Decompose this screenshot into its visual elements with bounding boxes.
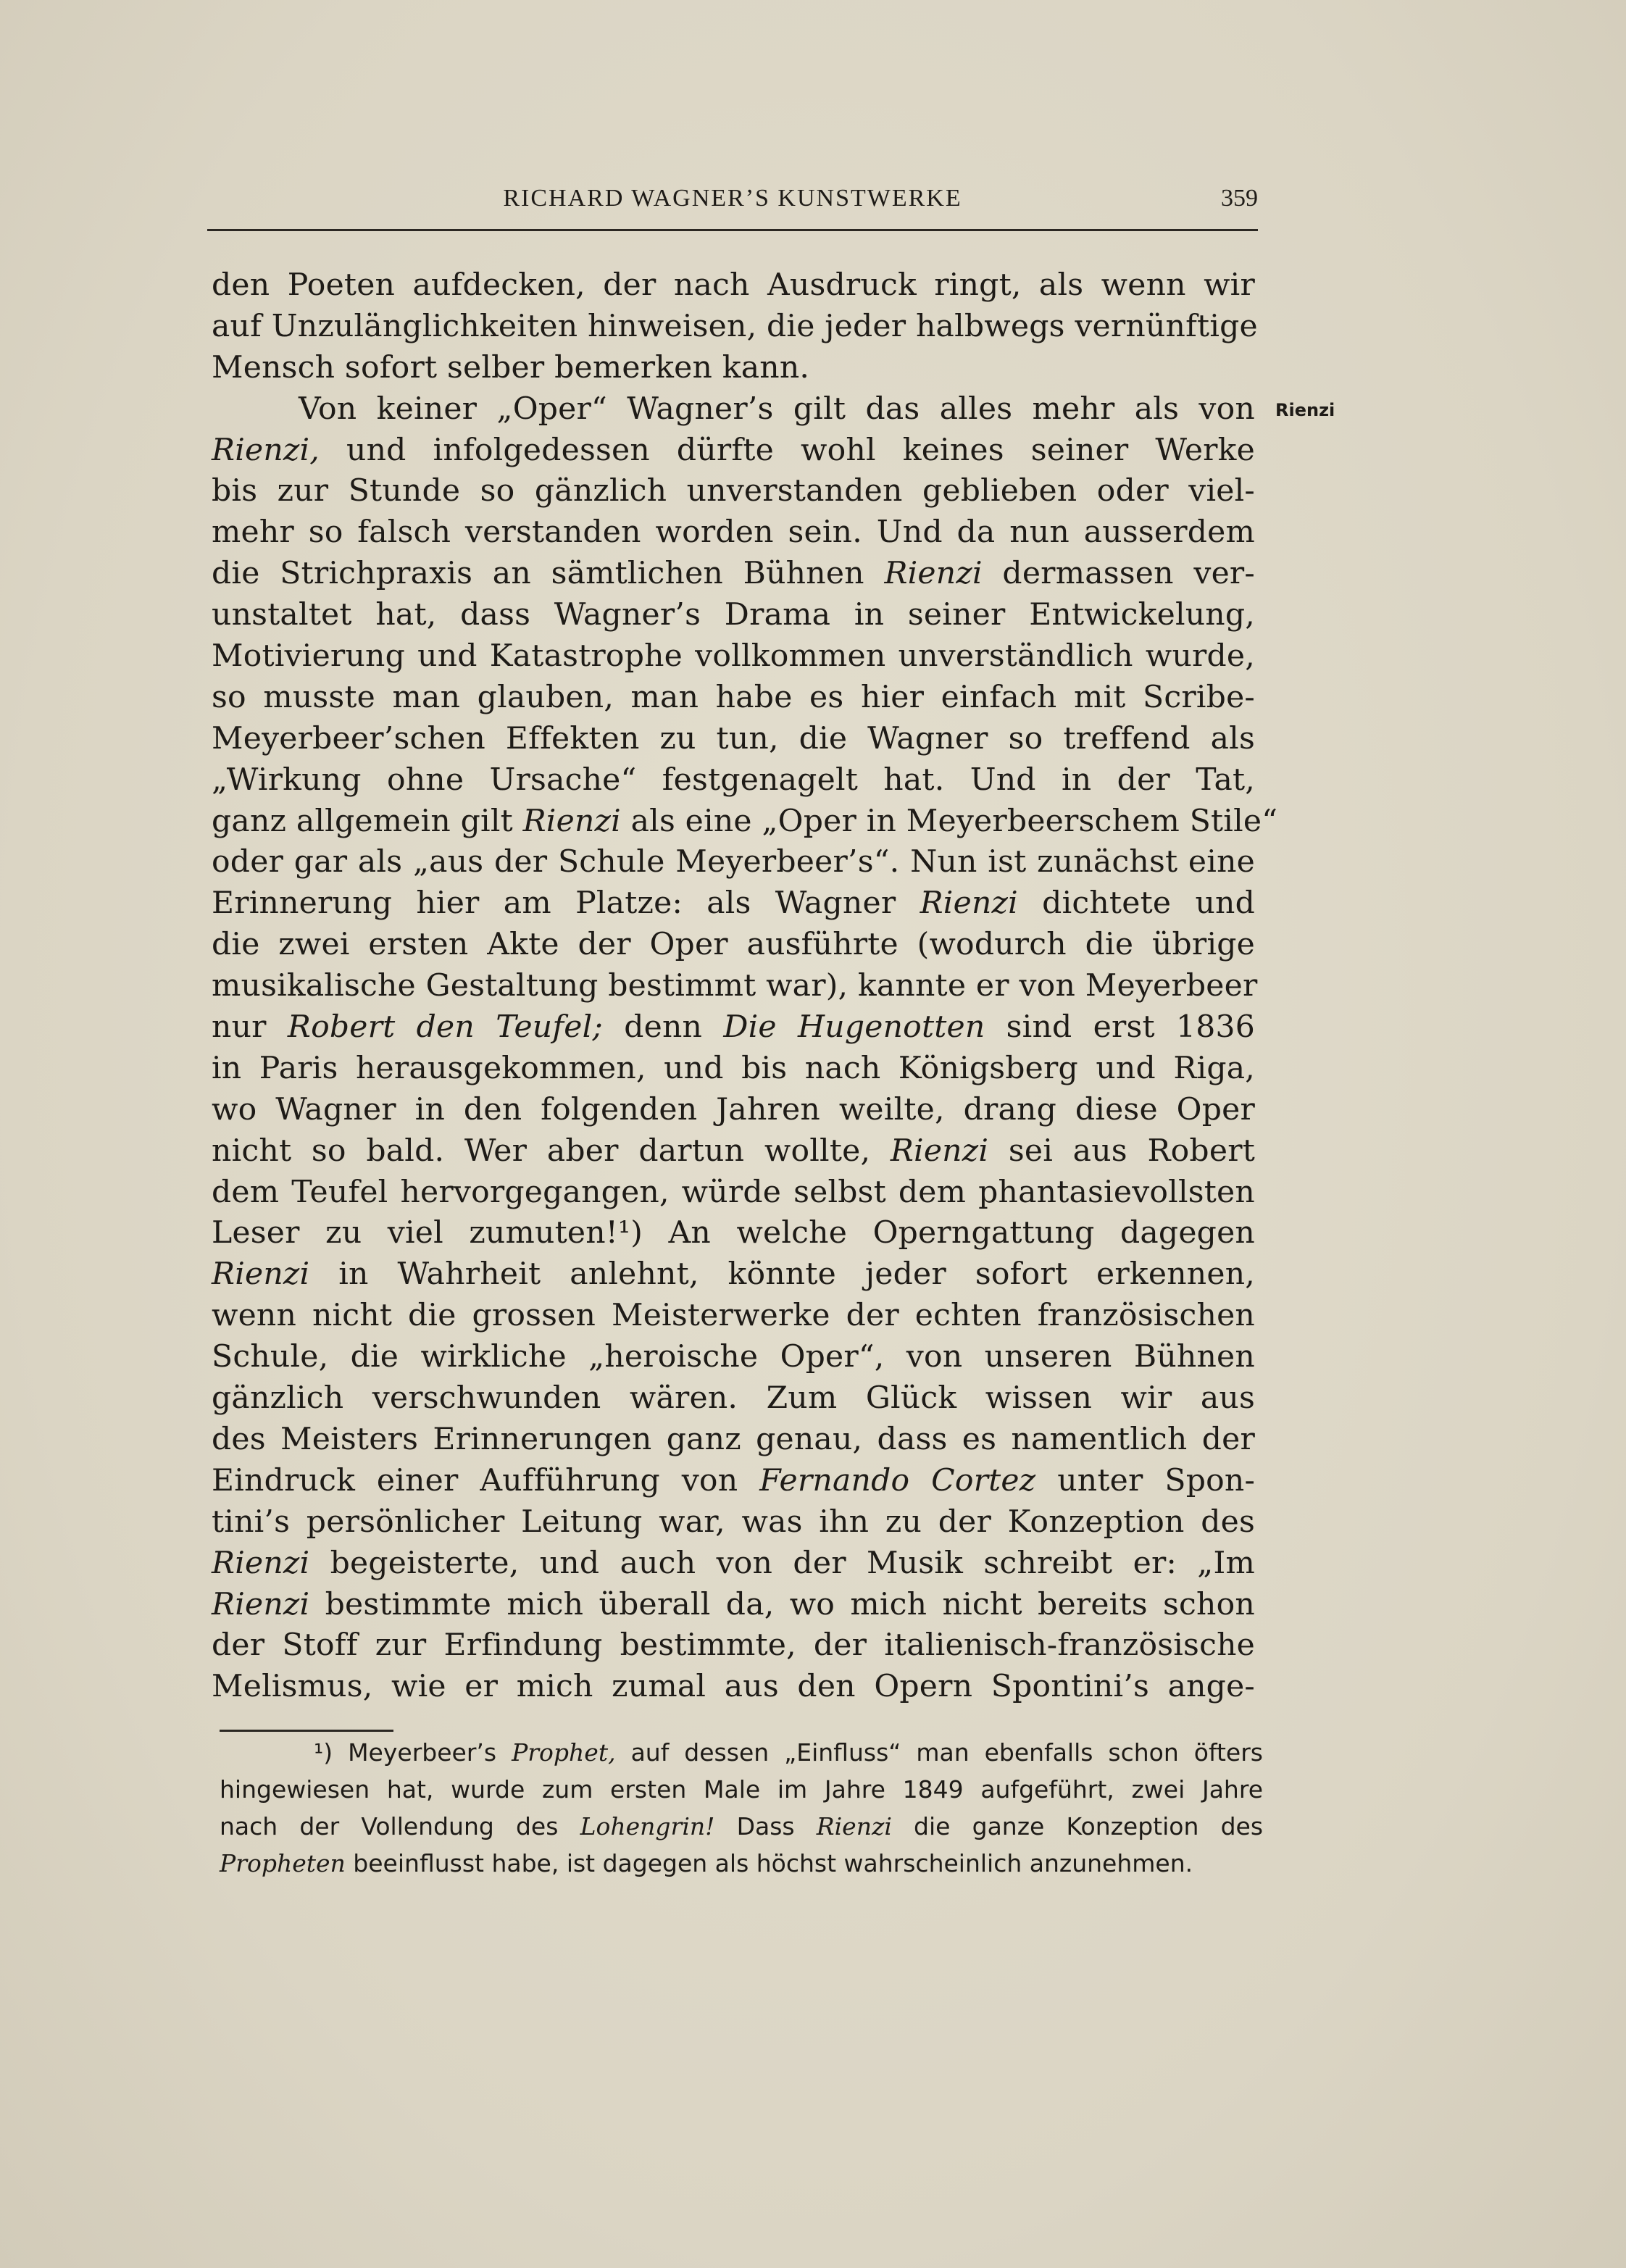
text-line (212, 595, 1255, 636)
text-run: tini’s persönlicher Leitung war, was ihn zu der Konzeption des (212, 1504, 1255, 1540)
text-line (212, 1378, 1255, 1419)
text-run: sei aus Robert (988, 1133, 1255, 1169)
text-line (212, 554, 1255, 595)
text-run: dichtete und (1017, 885, 1255, 922)
text-run: Erinnerung hier am Platze: als Wagner (212, 885, 920, 922)
text-line (212, 471, 1255, 512)
text-run: Meyerbeer’schen Effekten zu tun, die Wagner so treffend als (212, 720, 1255, 756)
text-line (212, 389, 1255, 430)
footnote-line (220, 1734, 1263, 1771)
text-run: gänzlich verschwunden wären. Zum Glück wissen wir aus (212, 1380, 1255, 1417)
text-line (212, 430, 1255, 472)
footnotes (220, 1734, 1263, 1882)
body-text (212, 265, 1278, 1708)
text-run: sind erst 1836 (985, 1009, 1255, 1046)
text-line (212, 1419, 1255, 1461)
italic-text: Rienzi (212, 1545, 310, 1581)
text-line (212, 1007, 1255, 1048)
text-run: wo Wagner in den folgenden Jahren weilte, drang diese Oper (212, 1091, 1255, 1127)
text-line (212, 265, 1255, 307)
header-rule (207, 229, 1258, 231)
text-run: unter Spon- (1035, 1462, 1256, 1498)
text-run: in Paris herausgekommen, und bis nach Königsberg und Riga, (212, 1050, 1255, 1086)
italic-text: Rienzi (890, 1133, 989, 1169)
text-line (212, 883, 1255, 925)
text-run: des Meisters Erinnerungen ganz genau, dass es namentlich der (212, 1421, 1255, 1457)
text-run: den Poeten aufdecken, der nach Ausdruck ringt, als wenn wir (212, 267, 1255, 303)
running-head (207, 185, 1258, 221)
text-line (212, 1090, 1255, 1131)
text-run: auf dessen „Einfluss“ man ebenfalls schon öfters (615, 1738, 1263, 1767)
margin-note: Rienzi (1275, 400, 1335, 420)
text-run: „Wirkung ohne Ursache“ festgenagelt hat. Und in der Tat, (212, 762, 1255, 798)
text-line (212, 1543, 1255, 1585)
text-line (212, 760, 1255, 801)
text-run: bis zur Stunde so gänzlich unverstanden geblieben oder viel- (212, 473, 1255, 509)
text-run: der Stoff zur Erfindung bestimmte, der italienisch-französische (212, 1627, 1255, 1664)
text-line (212, 966, 1258, 1007)
text-line (212, 719, 1255, 760)
text-line (212, 925, 1255, 966)
footnote-line (220, 1845, 1263, 1882)
text-line (212, 801, 1278, 843)
italic-text: Robert den Teufel; (287, 1009, 603, 1046)
text-run: nur (212, 1009, 288, 1046)
italic-text: Rienzi (816, 1812, 892, 1840)
text-run: mehr so falsch verstanden worden sein. Und da nun ausserdem (212, 514, 1255, 551)
text-run: und infolgedessen dürfte wohl keines seiner Werke (320, 432, 1255, 468)
text-run: auf Unzulänglichkeiten hinweisen, die jeder halbwegs vernünftige (212, 308, 1258, 344)
text-run: hingewiesen hat, wurde zum ersten Male im Jahre 1849 aufgeführt, zwei Jahre (220, 1775, 1263, 1804)
text-run: dem Teufel hervorgegangen, würde selbst dem phantasievollsten (212, 1174, 1255, 1210)
text-run: die Strichpraxis an sämtlichen Bühnen (212, 556, 885, 592)
text-run: unstaltet hat, dass Wagner’s Drama in seiner Entwickelung, (212, 597, 1255, 633)
text-run: ganz allgemein gilt (212, 803, 523, 839)
text-line (212, 678, 1255, 719)
italic-text: Rienzi, (212, 432, 320, 468)
text-run: als eine „Oper in Meyerbeerschem Stile“ (620, 803, 1278, 839)
text-run: Eindruck einer Aufführung von (212, 1462, 760, 1498)
page-number: 359 (1221, 185, 1258, 212)
italic-text: Fernando Cortez (759, 1462, 1036, 1498)
text-run: oder gar als „aus der Schule Meyerbeer’s“. Nun ist zunächst eine (212, 844, 1255, 880)
text-run: ¹) Meyerbeer’s (314, 1738, 512, 1767)
text-run: bestimmte mich überall da, wo mich nicht bereits schon (309, 1586, 1255, 1622)
footnote-rule (220, 1730, 393, 1732)
text-line (212, 1502, 1255, 1543)
text-run: Dass (714, 1812, 817, 1840)
text-run: nach der Vollendung des (220, 1812, 580, 1840)
italic-text: Lohengrin! (580, 1812, 715, 1840)
text-run: dermassen ver- (982, 556, 1255, 592)
text-line (212, 1337, 1255, 1378)
italic-text: Rienzi (884, 556, 983, 592)
text-run: begeisterte, und auch von der Musik schreibt er: „Im (309, 1545, 1255, 1581)
text-run: musikalische Gestaltung bestimmt war), kannte er von Meyerbeer (212, 968, 1258, 1004)
footnote-line (220, 1771, 1263, 1808)
text-run: Motivierung und Katastrophe vollkommen unverständlich wurde, (212, 638, 1255, 675)
text-run: wenn nicht die grossen Meisterwerke der echten französischen (212, 1298, 1255, 1334)
text-line (212, 348, 1255, 389)
text-run: Melismus, wie er mich zumal aus den Opern Spontini’s ange- (212, 1669, 1255, 1705)
text-run: die ganze Konzeption des (891, 1812, 1264, 1840)
text-run: denn (602, 1009, 724, 1046)
italic-text: Rienzi (212, 1256, 310, 1293)
italic-text: Propheten (220, 1849, 346, 1877)
text-run: Schule, die wirkliche „heroische Oper“, von unseren Bühnen (212, 1339, 1255, 1375)
text-line (212, 512, 1255, 554)
text-line (212, 1172, 1255, 1214)
text-line (212, 1667, 1255, 1708)
text-line (212, 1585, 1255, 1626)
text-run: so musste man glauben, man habe es hier einfach mit Scribe- (212, 679, 1255, 715)
text-line (212, 1131, 1255, 1172)
italic-text: Die Hugenotten (723, 1009, 985, 1046)
text-line (212, 636, 1255, 678)
text-run: Von keiner „Oper“ Wagner’s gilt das alles mehr als von (299, 391, 1255, 427)
italic-text: Rienzi (212, 1586, 310, 1622)
text-line (212, 1048, 1255, 1090)
running-head-title: RICHARD WAGNER’S KUNSTWERKE (503, 185, 962, 212)
text-line (212, 307, 1258, 348)
text-run: Mensch sofort selber bemerken kann. (212, 349, 810, 385)
text-run: beeinflusst habe, ist dagegen als höchst wahrscheinlich anzunehmen. (345, 1849, 1193, 1877)
text-line (212, 1213, 1255, 1254)
italic-text: Prophet, (512, 1738, 616, 1767)
text-line (212, 1461, 1255, 1502)
text-line (212, 1625, 1255, 1667)
text-line (212, 842, 1255, 883)
text-run: nicht so bald. Wer aber dartun wollte, (212, 1133, 891, 1169)
italic-text: Rienzi (920, 885, 1018, 922)
italic-text: Rienzi (522, 803, 621, 839)
text-line (212, 1296, 1255, 1337)
text-run: in Wahrheit anlehnt, könnte jeder sofort erkennen, (309, 1256, 1255, 1293)
text-run: die zwei ersten Akte der Oper ausführte (wodurch die übrige (212, 927, 1255, 963)
footnote-line (220, 1808, 1263, 1845)
text-line (212, 1254, 1255, 1296)
text-run: Leser zu viel zumuten!¹) An welche Operngattung dagegen (212, 1215, 1255, 1251)
